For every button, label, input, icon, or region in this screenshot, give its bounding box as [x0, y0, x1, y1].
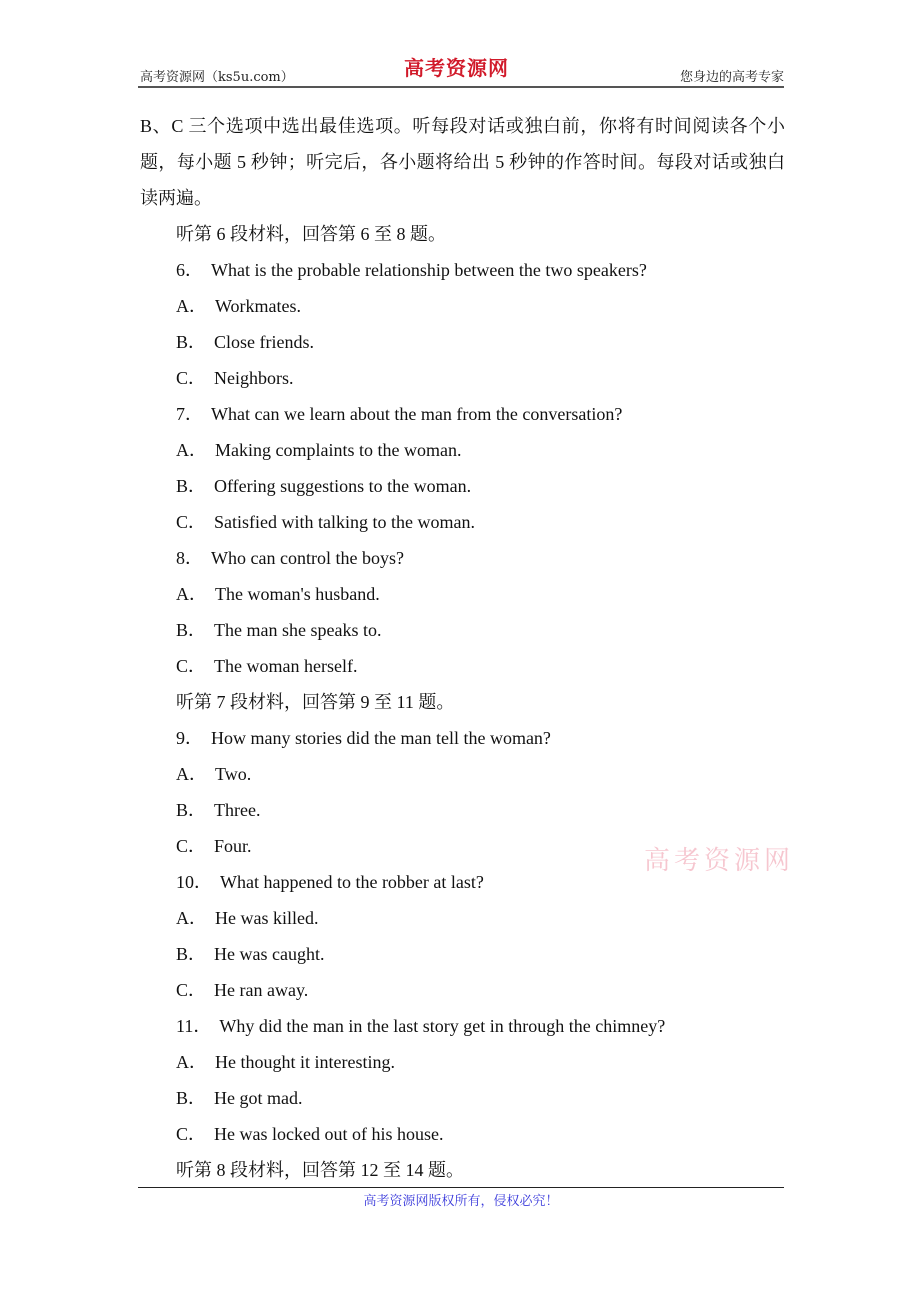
- page-header: [138, 52, 784, 88]
- question-number: 11．: [176, 1016, 212, 1036]
- option-letter: A．: [176, 908, 207, 928]
- option-letter: B．: [176, 944, 207, 964]
- option-letter: A．: [176, 440, 207, 460]
- option-text: Two.: [215, 764, 252, 784]
- option-text: He was locked out of his house.: [214, 1124, 444, 1144]
- option-letter: B．: [176, 800, 207, 820]
- option-c: [140, 648, 785, 684]
- option-a: [140, 900, 785, 936]
- option-text: Neighbors.: [214, 368, 294, 388]
- option-text: The man she speaks to.: [214, 620, 382, 640]
- option-b: [140, 792, 785, 828]
- watermark-logo: 高考资源网: [644, 846, 795, 876]
- option-a: [140, 1044, 785, 1080]
- option-text: He thought it interesting.: [215, 1052, 395, 1072]
- option-text: Satisfied with talking to the woman.: [214, 512, 475, 532]
- option-text: Workmates.: [215, 296, 302, 316]
- option-text: Close friends.: [214, 332, 314, 352]
- option-letter: C．: [176, 512, 207, 532]
- option-letter: A．: [176, 764, 207, 784]
- option-a: [140, 288, 785, 324]
- option-letter: B．: [176, 1088, 207, 1108]
- option-text: The woman herself.: [214, 656, 358, 676]
- header-site-name: 高考资源网（ks5u.com）: [140, 70, 294, 85]
- section-heading: 听第 6 段材料，回答第 6 至 8 题。: [176, 224, 446, 244]
- option-letter: C．: [176, 836, 207, 856]
- option-text: The woman's husband.: [215, 584, 380, 604]
- option-c: [140, 360, 785, 396]
- header-slogan: 您身边的高考专家: [679, 70, 784, 85]
- option-b: [140, 324, 785, 360]
- option-letter: B．: [176, 332, 207, 352]
- question-text: How many stories did the man tell the woman?: [211, 728, 551, 748]
- question-9: [140, 720, 785, 756]
- footer-divider: [138, 1187, 784, 1188]
- option-letter: C．: [176, 980, 207, 1000]
- option-a: [140, 432, 785, 468]
- question-number: 9．: [176, 728, 203, 748]
- question-text: Who can control the boys?: [211, 548, 404, 568]
- option-letter: A．: [176, 296, 207, 316]
- header-logo: 高考资源网: [404, 56, 509, 80]
- option-c: [140, 972, 785, 1008]
- question-8: [140, 540, 785, 576]
- option-a: [140, 576, 785, 612]
- option-letter: A．: [176, 1052, 207, 1072]
- document-body: [140, 108, 785, 1188]
- option-b: [140, 936, 785, 972]
- question-text: Why did the man in the last story get in through the chimney?: [219, 1016, 666, 1036]
- option-letter: C．: [176, 656, 207, 676]
- question-text: What is the probable relationship between the two speakers?: [211, 260, 647, 280]
- header-divider: [138, 86, 784, 88]
- option-letter: C．: [176, 368, 207, 388]
- instructions-paragraph: B、C 三个选项中选出最佳选项。听每段对话或独白前，你将有时间阅读各个小题，每小题 5 秒钟；听完后，各小题将给出 5 秒钟的作答时间。每段对话或独白读两遍。: [140, 116, 785, 208]
- question-number: 10．: [176, 872, 212, 892]
- option-letter: B．: [176, 620, 207, 640]
- option-letter: A．: [176, 584, 207, 604]
- question-6: [140, 252, 785, 288]
- footer-copyright: 高考资源网版权所有，侵权必究！: [363, 1194, 559, 1209]
- option-c: [140, 1116, 785, 1152]
- option-text: Three.: [214, 800, 261, 820]
- question-text: What can we learn about the man from the conversation?: [211, 404, 623, 424]
- option-c: [140, 504, 785, 540]
- option-text: Offering suggestions to the woman.: [214, 476, 472, 496]
- question-number: 8．: [176, 548, 203, 568]
- option-text: He ran away.: [214, 980, 309, 1000]
- option-b: [140, 468, 785, 504]
- option-text: He was caught.: [214, 944, 325, 964]
- section-heading: 听第 7 段材料，回答第 9 至 11 题。: [176, 692, 455, 712]
- option-letter: B．: [176, 476, 207, 496]
- option-b: [140, 612, 785, 648]
- question-text: What happened to the robber at last?: [220, 872, 484, 892]
- section-heading: 听第 8 段材料，回答第 12 至 14 题。: [176, 1160, 464, 1180]
- option-text: Making complaints to the woman.: [215, 440, 462, 460]
- option-letter: C．: [176, 1124, 207, 1144]
- option-a: [140, 756, 785, 792]
- question-11: [140, 1008, 785, 1044]
- question-number: 6．: [176, 260, 203, 280]
- option-b: [140, 1080, 785, 1116]
- option-text: Four.: [214, 836, 252, 856]
- question-7: [140, 396, 785, 432]
- option-text: He was killed.: [215, 908, 319, 928]
- question-number: 7．: [176, 404, 203, 424]
- option-text: He got mad.: [214, 1088, 303, 1108]
